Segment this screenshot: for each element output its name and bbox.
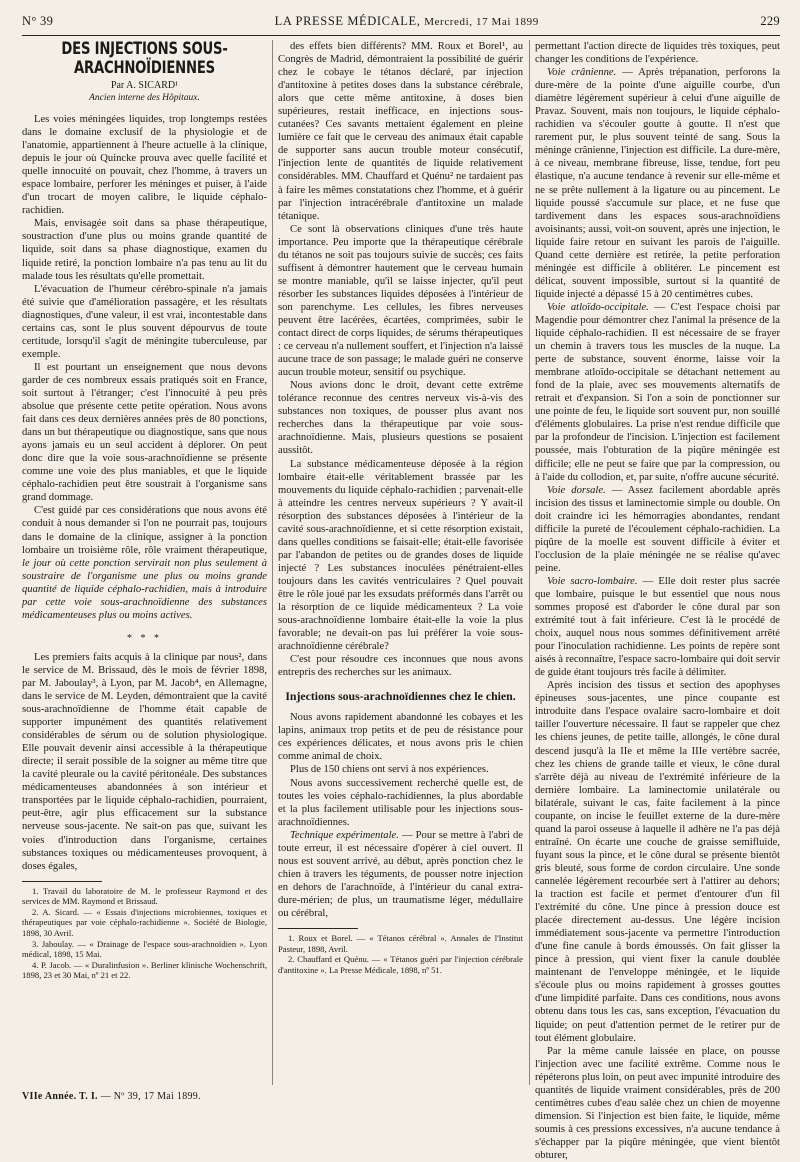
paragraph: La substance médicamenteuse déposée à la région lombaire était-elle véritablement brassée par les mouvements du liquide céphalo-rachidien ; parvenait-elle à atteindre les centres nerveux supérieurs ? Y avait-il résorption des substances déposées à l'intérieur de la cavité sous-arachnoïdienne, et si cette résorption existait, dans quelles conditions se faisait-elle; était-elle favorisée par l'abandon de petites ou de grandes doses de liquide injecté ? Les substances inoculées pénétraient-elles toujours dans les cavités ventriculaires ? Quel pouvait être le rôle joué par les exsudats préformés dans l'arrêt ou la résorption de ce liquide médicamenteux ? La voie sous-arachnoïdienne lombaire était-elle la voie la plus favorable; ne devait-on pas lui préférer la voie sous-arachnoïdienne cérébrale?	[278, 458, 523, 653]
paragraph: Nous avons rapidement abandonné les cobayes et les lapins, animaux trop petits et de peu de résistance pour ces expériences délicates, et nous avons pris le chien comme animal de choix.	[278, 712, 523, 763]
author-role: Ancien interne des Hôpitaux.	[89, 93, 200, 103]
paragraph: Nous avons successivement recherché quelle est, de toutes les voies céphalo-rachidiennes, la plus abordable et la plus facilement utilisable pour les injections sous-arachnoïdiennes.	[278, 777, 523, 828]
paragraph-text: — Assez facilement abordable après incision des tissus et laminectomie simple ou double. On doit craindre ici les hémorragies abondantes, rendant difficile la pureté de l'écoulement céphalo-rachidien. La piqûre de la moelle est souvent difficile à éviter et l'occlusion de la plaie méningée ne se réalise qu'avec peine.	[535, 484, 780, 574]
run-in-heading: Technique expérimentale.	[290, 829, 399, 841]
footnote-rule	[278, 928, 358, 929]
footnote: 2. A. Sicard. — « Essais d'injections microbiennes, toxiques et thérapeutiques par voie céphalo-rachidienne ». Société de Biologie, 1898, 30 Avril.	[22, 906, 267, 939]
paragraph	[278, 829, 523, 920]
footnote: 1. Roux et Borel. — « Tétanos cérébral ». Annales de l'Institut Pasteur, 1898, Avril.	[278, 933, 523, 954]
section-separator: * * *	[127, 632, 162, 644]
column-3	[535, 40, 781, 1161]
paragraph: C'est pour résoudre ces inconnues que nous avons entrepris des recherches sur les animaux.	[278, 654, 523, 679]
column-2	[278, 40, 523, 1085]
header-rule	[22, 35, 780, 36]
paragraph: L'évacuation de l'humeur cérébro-spinale n'a jamais été suivie que d'amélioration passagère, et les résultats diagnostiques, d'une valeur, il est vrai, incontestable dans certains cas, sont le plus souvent dépourvus de toute certitude, lorsqu'il s'agit de méningite tuberculeuse, par exemple.	[22, 283, 267, 360]
run-in-heading: Voie dorsale.	[547, 484, 606, 496]
journal-name: LA PRESSE MÉDICALE,	[274, 14, 421, 28]
paragraph	[535, 484, 780, 575]
running-header	[22, 14, 780, 32]
page-footer	[22, 1091, 201, 1102]
volume-label: VIIe Année. T. I.	[22, 1091, 98, 1102]
paragraph: Par la même canule laissée en place, on pousse l'injection avec une facilité extrême. Comme nous le répéterons plus loin, on peut avec impunité introduire des quantités de liquide vraiment considérables, près de 200 centimètres cubes d'eau salée chez un chien de moyenne dimension. Si l'injection est bien faite, le liquide, même soumis à ces pressions excessives, n'a aucune tendance à s'échapper par la piqûre méningée, que vient bientôt obturer,	[535, 1045, 780, 1161]
emphasized-text: le jour où cette ponction servirait non plus seulement à soustraire de l'organisme une plus ou moins grande quantité de liquide céphalo-rachidien, mais à introduire par cette voie sous-arachnoïdienne des substances médicamenteuses plus ou moins actives.	[22, 557, 267, 621]
paragraph-text: — Elle doit rester plus sacrée que lombaire, puisque le but essentiel que nous nous sommes proposé est d'aborder le cône dural par son extrémité tout à fait inférieure. C'est là le procédé de choix, auquel nous nous sommes définitivement arrêté pour l'inoculation rachidienne. Les points de repère sont aisés à reconnaître, l'espace sacro-lombaire qui doit servir de guide étant toujours très facile à délimiter.	[535, 575, 781, 679]
run-in-heading: Voie sacro-lombaire.	[547, 575, 638, 587]
footnote: 1. Travail du laboratoire de M. le professeur Raymond et des services de MM. Raymond et Brissaud.	[22, 885, 267, 907]
paragraph	[535, 301, 780, 484]
paragraph: des effets bien différents? MM. Roux et Borel¹, au Congrès de Madrid, démontraient la possibilité de guérir chez le cobaye le tétanos déclaré, par injection d'antitoxine à petites doses dans la substance cérébrale, alors que cette même antitoxine, à doses bien supérieures, restait inefficace, en injections sous-cutanées? Ces savants mettaient également en pleine lumière ce fait que le cerveau des animaux était capable de supporter sans aucun trouble moteur consécutif, l'injection lente de quantités de liquide relativement considérables. MM. Chauffard et Quénu² ne tardaient pas à faire les mêmes constatations chez l'homme, et à guérir par l'injection intracérébrale d'antitoxine un malade tétanique.	[278, 41, 523, 222]
paragraph-text: C'est guidé par ces considérations que nous avons été conduit à nous demander si l'on ne pourrait pas, toujours dans le domaine de la clinique, assigner à la ponction lombaire un troisième rôle, rôle vraiment thérapeutique,	[22, 505, 267, 556]
author-byline: Par A. SICARD¹	[110, 80, 179, 91]
newspaper-page	[22, 14, 781, 1161]
paragraph	[535, 575, 780, 679]
run-in-heading: Voie crânienne.	[547, 67, 617, 79]
run-in-heading: Voie atloïdo-occipitale.	[547, 301, 649, 313]
paragraph: Mais, envisagée soit dans sa phase thérapeutique, soustraction d'une plus ou moins grande quantité de liquide, soit dans sa phase diagnostique, examen du liquide retiré, la ponction lombaire n'a pas tenu au lit du malade tous les résultats qu'elle promettait.	[22, 218, 267, 282]
masthead	[275, 14, 539, 29]
paragraph: Nous avions donc le droit, devant cette extrême tolérance reconnue des centres nerveux vis-à-vis des substances non toxiques, de pousser plus avant nos recherches dans la thérapeutique par voie sous-arachnoïdienne. Mais, plusieurs questions se posaient aussitôt.	[278, 380, 523, 457]
paragraph: Il est pourtant un enseignement que nous devons garder de ces nombreux essais pratiqués soit en France, soit surtout à l'étranger; c'est l'innocuité à peu près absolue que présente cette petite opération. Nous avons fait dans ces deux dernières années près de 80 ponctions, dans un but thérapeutique ou diagnostique, sans que nous ayons jamais eu un seul accident à déplorer. On peut donc dire que la voie sous-arachnoïdienne se présente comme une voie des plus maniables, et que le liquide céphalo-rachidien peut être soustrait à l'organisme sans grand dommage.	[22, 361, 267, 504]
footer-issue: — Nº 39, 17 Mai 1899.	[100, 1091, 201, 1102]
paragraph-text: — Pour se mettre à l'abri de toute erreur, il est nécessaire d'opérer à ciel ouvert. Il nous est souvent arrivé, au début, après ponction chez le chien à travers les téguments, de pousser notre injection en dehors de l'arachnoïde, à l'intérieur du canal extra-dure-mérien; de plus, un traumatisme léger, médullaire ou cérébral,	[278, 829, 523, 919]
issue-number: N° 39	[22, 14, 54, 28]
footnote-rule	[22, 881, 102, 882]
paragraph: Après incision des tissus et section des apophyses épineuses sous-jacentes, une pince coupante est introduite dans l'espace ovalaire sacro-lombaire et doit tailler l'ouverture nécessaire. Il faut se rappeler que chez les chiens jeunes, de petite taille, allongés, le cône dural descend jusqu'à la IIe et même la IIIe vertèbre sacrée, chez les chiens de grande taille et vieux, le cône dural s'arrête déjà au niveau de l'extrémité inférieure de la dernière lombaire. La laminectomie unilatérale ou bilatérale, suivant le cas, faite facilement à la pince coupante, on incise le feuillet externe de la dure-mère quand la paroi osseuse à laquelle il adhère ne l'a pas déjà entraîné. On écarte une couche de graisse semifluide, fuyant sous la pince, et le cône dural se présente bientôt gris bleuté, sous forme de cordon circulaire. Une sonde cannelée légèrement recourbée sert à l'attirer au dehors; la traction est facile et permet d'entourer d'un fil l'extrémité du cône. Une pince à pression douce est placée directement au-dessus. Une légère incision immédiatement sous-jacente va permettre l'introduction d'une fine canule à bords émoussés. On fait glisser la pince à pression, qui vient fixer la canule doublée maintenant de l'enveloppe méningée, et le liquide s'écoule plus ou moins rapidement à grosses gouttes d'une limpidité parfaite. Dans ces conditions, nous avons obtenu dans tous les cas, sans exception, l'évacuation du liquide; on peut d'attention permet de le retirer pur de tout élément globulaire.	[535, 680, 780, 1044]
paragraph: permettant l'action directe de liquides très toxiques, peut changer les conditions de l'expérience.	[535, 41, 780, 66]
paragraph: Plus de 150 chiens ont servi à nos expériences.	[290, 764, 489, 776]
column-1	[22, 40, 267, 1085]
page-number: 229	[760, 14, 780, 28]
paragraph	[535, 66, 780, 301]
footnote: 2. Chauffard et Quénu. — « Tétanos guéri par l'injection cérébrale d'antitoxine ». La Presse Médicale, 1898, nº 51.	[278, 954, 523, 975]
paragraph-text: — Après trépanation, perforons la dure-mère de la pointe d'une aiguille courbe, d'un diamètre légèrement supérieur à celui d'une aiguille de Pravaz. Souvent, mais non toujours, le liquide céphalo-rachidien va s'écouler goutte à goutte. Il n'est que rarement pur, le plus souvent teinté de sang. Sous la méninge crânienne, l'injection est difficile. La dure-mère, à ce niveau, membrane fibreuse, lisse, tendue, fort peu élastique, n'a aucune tendance à revenir sur elle-même et ne se prête nullement à la ligature ou au pincement. Le liquide poussé s'accumule sur place, et ne fuse que tardivement dans les espaces sous-arachnoïdiens avoisinants; aussi, voit-on souvent, après une injection, le liquide faire retour en suivant les parois de l'aiguille. Quand cette dernière est retirée, la petite perforation méningée est difficile à oblitérer. Le pincement est délicat, souvent impossible, surtout si la quantité de liquide injecté a dépassé 15 à 20 centimètres cubes.	[535, 67, 780, 300]
section-heading: Injections sous-arachnoïdiennes chez le chien.	[285, 689, 516, 704]
footnote: 4. P. Jacob. — « Duralinfusion ». Berliner klinische Wochenschrift, 1898, 23 et 30 Mai, nº 21 et 22.	[22, 959, 267, 981]
issue-date: Mercredi, 17 Mai 1899	[424, 16, 539, 28]
paragraph: Les voies méningées liquides, trop longtemps restées dans le domaine exclusif de la physiologie et de l'anatomie, appartiennent à l'heure actuelle à la clinique, depuis le jour où Quincke prouva avec quelle facilité et quelle innocuité on pouvait, chez l'homme, à travers un espace lombaire, perforer les méninges et puiser, à l'aide d'un trocart de moyen calibre, le liquide céphalo-rachidien.	[22, 114, 267, 217]
footnote: 3. Jaboulay. — « Drainage de l'espace sous-arachnoïdien ». Lyon médical, 1898, 15 Mai.	[22, 938, 267, 960]
paragraph-text: — C'est l'espace choisi par Magendie pour démontrer chez l'animal la présence de la liquide céphalo-rachidien. Il est nécessaire de se frayer un chemin à travers tous les muscles de la nuque. La perte de substance, souvent énorme, laisse voir la membrane atloïdo-occipitale se détachant nettement au fond de la plaie, avec ses mouvements alternatifs de retrait et d'expansion. Si l'on a soin de ponctionner sur une pointe de feu, le liquide sort souvent pur, non souillé d'éléments globulaires. La prise n'est rendue difficile que par la profondeur de l'incision. L'injection est facilement poussée, mais l'obturation de la piqûre méningée est difficile; elle ne peut se faire que par la compression, ou à l'aide du collodion, et, par suite, n'offre aucune sécurité.	[535, 301, 780, 483]
paragraph: Les premiers faits acquis à la clinique par nous², dans le service de M. Brissaud, dès le mois de février 1898, par M. Jaboulay³, à Lyon, par M. Jacob⁴, en Allemagne, dans le service de M. Leyden, démontraient que la cavité sous-arachnoïdienne de l'homme était capable de supporter impunément des quantités relativement considérables de sérum ou de solution physiologique. Elle pouvait devenir ainsi accessible à la thérapeutique directe; il serait possible de la soigner au même titre que la cavité pleurale ou la cavité péritonéale. Des substances médicamenteuses abandonnées à son intérieur et transportées par le liquide céphalo-rachidien, pourraient, peut-être, agir plus efficacement sur la substance nerveuse sous-jacente. Ne sait-on pas que, suivant les voies d'introduction dans l'organisme, certaines substances toxiques ou médicamenteuses provoquent, à doses égales,	[22, 651, 267, 872]
paragraph	[22, 504, 267, 621]
paragraph: Ce sont là observations cliniques d'une très haute importance. Peu importe que la thérapeutique cérébrale du tétanos ne soit pas toujours suivie de succès; ces faits suffisent à démontrer hautement que le cerveau humain se montre maniable, qu'il se laisse injecter, qu'il peut résorber les substances liquides déposées à l'intérieur de son parenchyme. Les cellules, les fibres nerveuses peuvent être lacérées, écartées, comprimées, subir le contact direct de corps liquides, de sérums thérapeutiques : ce cerveau n'a nullement souffert, et l'injection n'a laissé aucune trace de son passage; le malade guéri ne conserve aucun trouble moteur, sensitif ou psychique.	[278, 223, 523, 379]
article-title: DES INJECTIONS SOUS-ARACHNOÏDIENNES	[61, 40, 228, 78]
